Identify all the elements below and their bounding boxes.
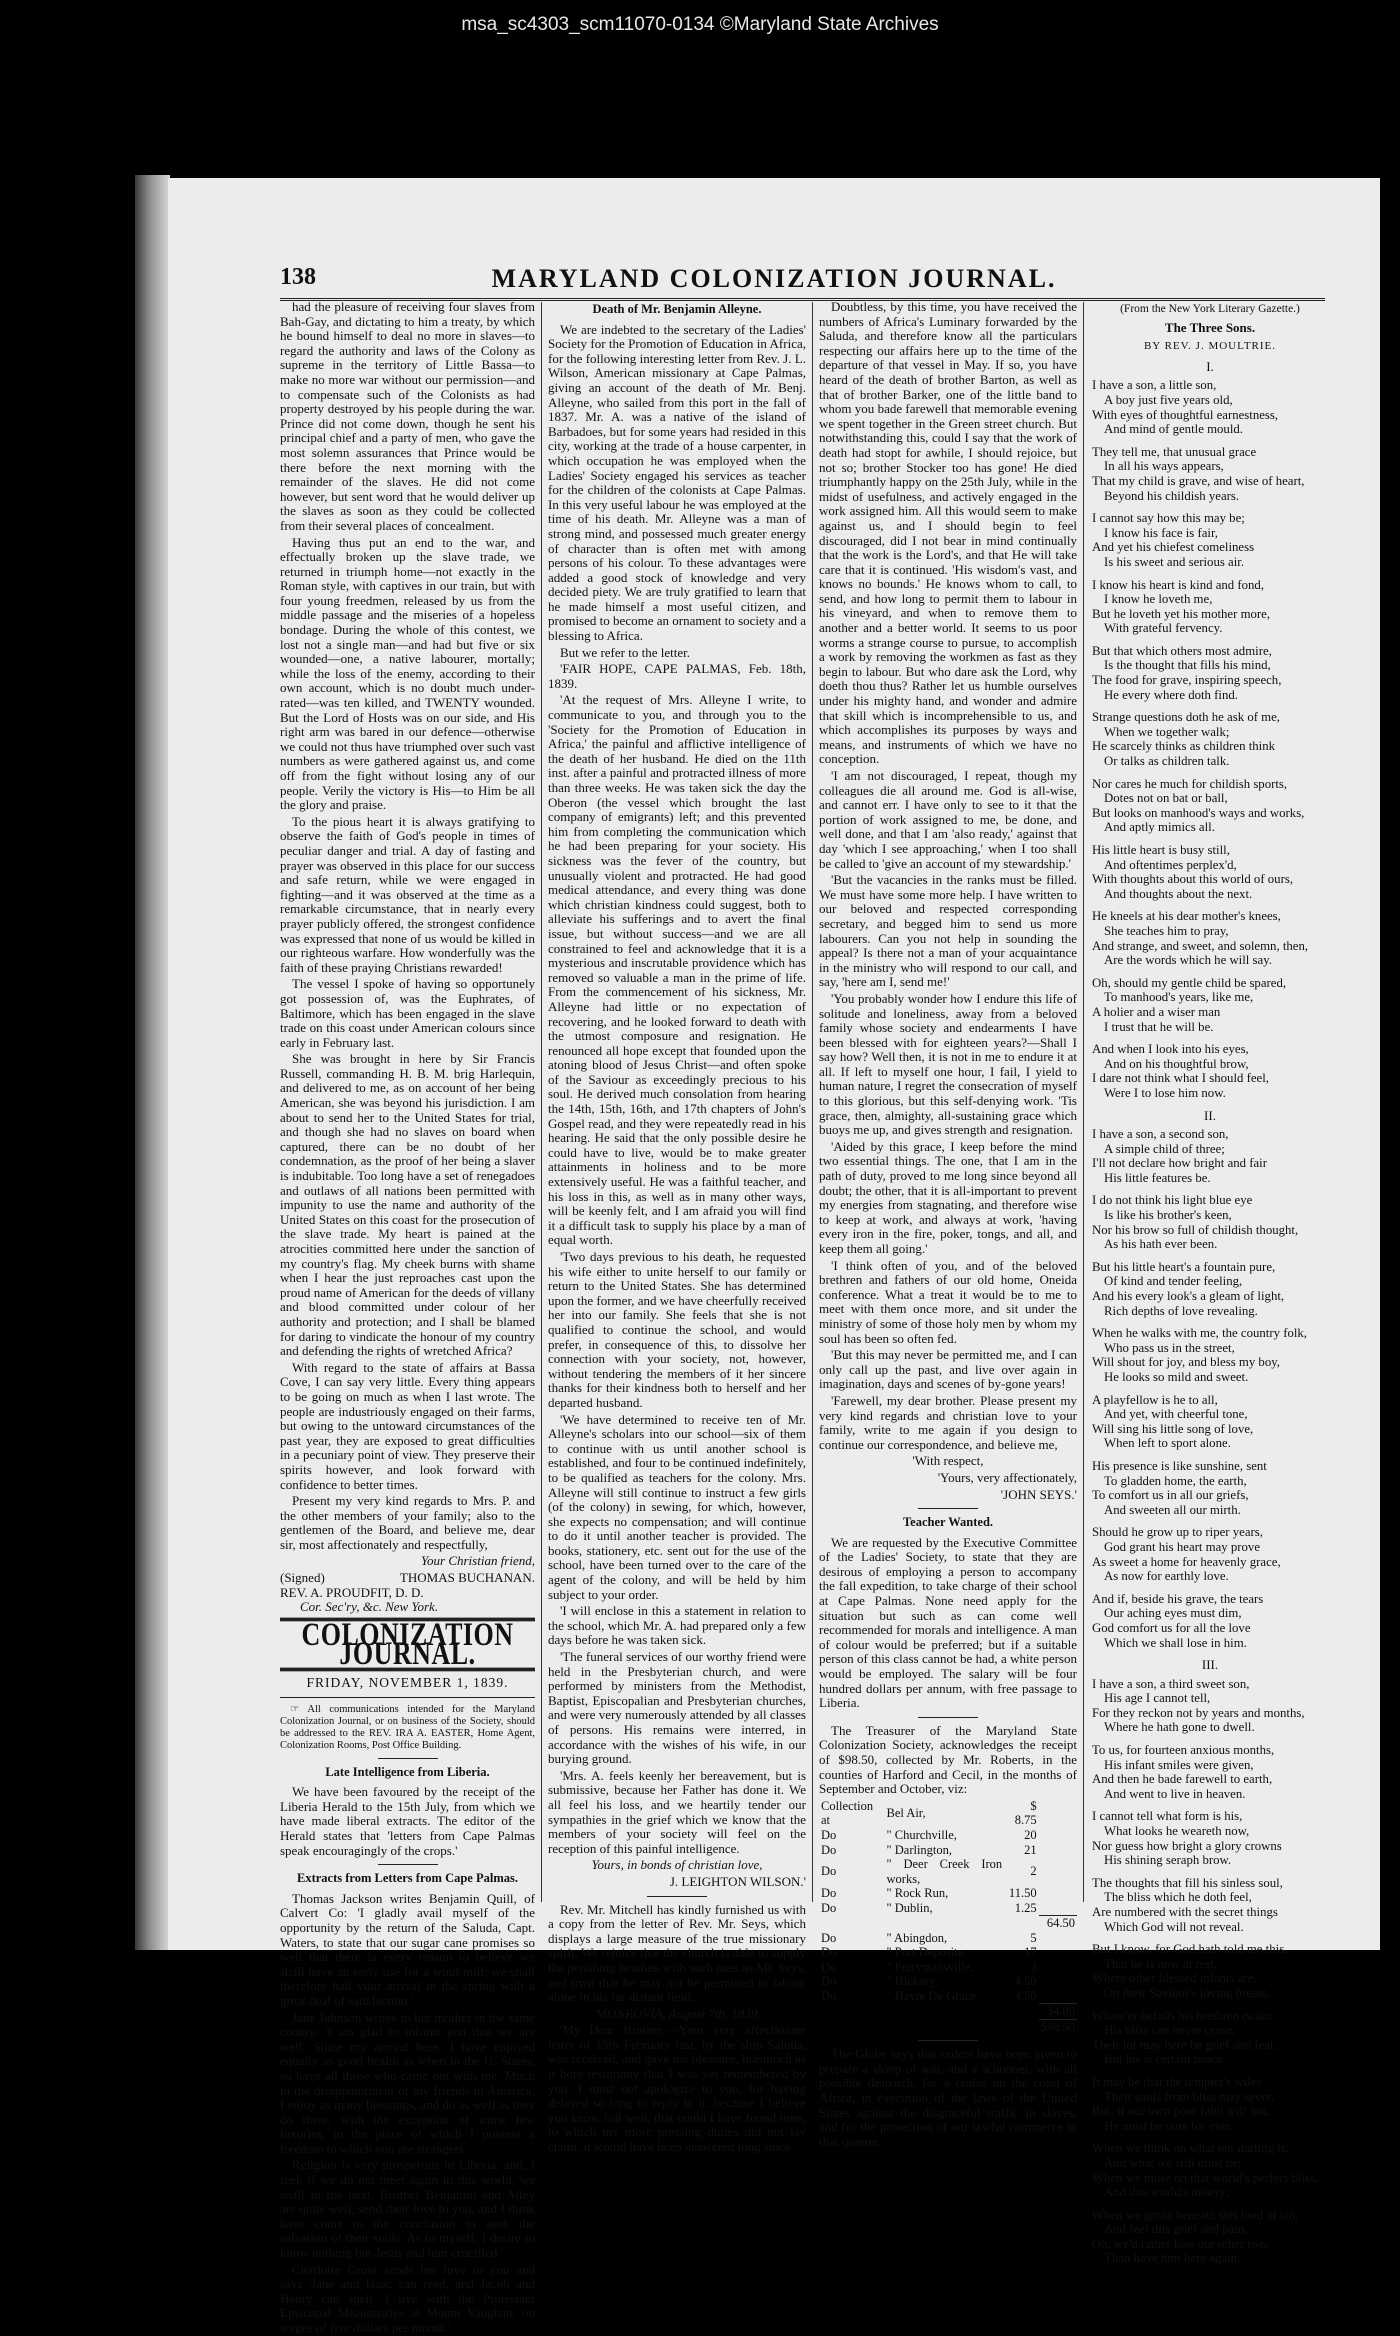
poem-line: Than have him here again. (1104, 2251, 1241, 2266)
poem-line: He looks so mild and sweet. (1104, 1370, 1249, 1384)
signed-label: (Signed) (280, 1570, 325, 1586)
paragraph: 'Two days previous to his death, he requested his wife either to unite herself to our family or return to the United States. She has determined upon the former, and we have cheerfully received her into our family. She feels that she is not qualified to continue the school, and would prefer, in consequence of this, to dissolve her connection with your society, not, however, without tendering the members of it her sincere thanks for their kindness both to herself and her departed husband. (548, 1249, 806, 1410)
collection-prefix: Do (821, 1930, 837, 1945)
poem-line: I'll not declare how bright and fair (1092, 1156, 1268, 1171)
globe-text: The Globe says that orders have been given to prepare a sloop of war, and a schooner, with all possible despatch, for a cruise on the coast of Africa, in execution of the laws of the United States against the disgraceful traffic in slaves, and for the protection of our lawful commerce in that quarter. (819, 2046, 1077, 2149)
extracts-heading: Extracts from Letters from Cape Palmas. (296, 1871, 518, 1886)
collection-subtotal: 34.00 (1039, 2004, 1077, 2020)
poem-line: But his little heart's a fountain pure, (1092, 1259, 1276, 1274)
col1-addressee-title: Cor. Sec'ry, &c. New York. (300, 1599, 439, 1615)
poem-line: Whate'er befalls his brethren twain, (1092, 2008, 1274, 2023)
collection-row (819, 2019, 1077, 2034)
poem-body (1090, 360, 1330, 2266)
poem-line: As sweet a home for heavenly grace, (1092, 1554, 1281, 1569)
collection-subtotal (1039, 1828, 1077, 1843)
divider (378, 1864, 438, 1865)
collection-place: " Abingdon, (886, 1930, 948, 1945)
poem-line: When we muse on that world's perfect bliss, (1092, 2170, 1319, 2185)
poem-line: Beyond his childish years. (1104, 488, 1240, 503)
collection-place: " Havre De Grace, (886, 1989, 980, 2003)
collection-amount: 5 (1030, 1930, 1037, 1945)
poem-line: To manhood's years, like me, (1104, 990, 1254, 1005)
poem-line: Rich depths of love revealing. (1104, 1303, 1258, 1318)
collection-amount (1004, 2019, 1038, 2034)
poem-stanza (1090, 578, 1330, 636)
poem-line: In all his ways appears, (1104, 459, 1224, 474)
poem-stanza (1090, 2208, 1330, 2266)
communications-notice: ☞ All communications intended for the Maryland Colonization Journal, or on business of the Society, should be addressed to the REV. IRA A. EASTER, Home Agent, Colonization Rooms, Post Office Building. (280, 1703, 535, 1751)
collection-place: " Deer Creek Iron works, (886, 1857, 1003, 1886)
paragraph: She was brought in here by Sir Francis Russell, commanding H. B. M. brig Harlequin, and delivered to me, as on account of her being American, she was beyond his jurisdiction. I am about to send her to the United States for trial, and though she had no slaves on board when captured, there can be no doubt of her condemnation, as the proof of her being a slaver is indubitable. Too long have a set of renegadoes and outlaws of all nations been permitted with impunity to use the name and authority of the United States on this coast for the prosecution of the slave trade. My heart is pained at the atrocities committed here under the sanction of my country's flag. My cheek burns with shame when I hear the just reproaches cast upon the proud name of American for the deeds of villany and blood committed under colour of her authority and protection; and I shall be blamed for daring to vindicate the honour of my country and defending the rights of wretched Africa? (280, 1051, 535, 1359)
poem-line: But I know, for God hath told me this, (1092, 1942, 1288, 1957)
paragraph: Doubtless, by this time, you have received the numbers of Africa's Luminary forwarded by the Saluda, and therefore know all the particulars respecting our affairs here up to the time of the departure of that vessel in May. If so, you have heard of the death of brother Barton, as well as that of brother Barker, one of the little band to whom you bade farewell that memorable evening we spent together in the Green street church. But notwithstanding this, could I say that the work of death had stopt for awhile, I should rejoice, but not so; brother Stocker too has gone! He died triumphantly happy on the 25th July, while in the midst of usefulness, and actively engaged in the work assigned him. All this would seem to make against us, and I should begin to feel discouraged, did I not bear in mind continually that the work is the Lord's, and that He will take care that it is continued. 'His wisdom's vast, and knows no bounds.' He knows whom to call, to send, and how long to permit them to labour in his vineyard, and when to remove them to another and a better world. It seems to us poor worms a strange course to pursue, to accomplish a work by removing the workmen as fast as they begin to labour. But who dare ask the Lord, why doeth thou thus? Rather let us humble ourselves under his mighty hand, and wonder and admire that skill which is incomprehensible to us, and which accomplishes its purposes by ways and means, and instruments of which we have no conception. (819, 299, 1077, 767)
poem-line: I cannot say how this may be; (1092, 511, 1245, 526)
poem-line: With eyes of thoughtful earnestness, (1092, 407, 1279, 422)
poem-stanza (1090, 1677, 1330, 1735)
collection-amount (1004, 2004, 1038, 2020)
collection-prefix: Do (821, 1864, 837, 1879)
dateline-rule (280, 1697, 535, 1698)
poem-stanza (1090, 2075, 1330, 2133)
poem-stanza (1090, 1127, 1330, 1185)
poem-line: I trust that he will be. (1104, 1019, 1214, 1034)
poem-line: I know his heart is kind and fond, (1092, 577, 1265, 592)
poem-line: When we together walk; (1104, 724, 1230, 739)
poem-stanza (1090, 710, 1330, 768)
poem-line: God grant his heart may prove (1104, 1539, 1261, 1554)
collection-row (819, 1901, 1077, 1916)
poem-line: When we think on what our darling is, (1092, 2141, 1289, 2156)
collection-prefix: Do (821, 1945, 837, 1960)
poem-stanza (1090, 1260, 1330, 1318)
poem-line: The food for grave, inspiring speech, (1092, 673, 1282, 688)
paragraph: Jane Johnson writes to her mother in the same county: 'I am glad to inform you that we are well. Since my arrival here, I have enjoyed equally as good health as when in the U. States, so have all those who came out with me. Much to the disappointment of my friends in America, I enjoy as many blessings, and do as well as they do there, with the exception of some few luxuries, in the place of which I possess a freedom to which you are strangers. (280, 2009, 535, 2156)
collection-prefix: Do (821, 1959, 837, 1974)
poem-stanza (1090, 777, 1330, 835)
collection-row (819, 1916, 1077, 1931)
paragraph: 'I will enclose in this a statement in relation to the school, which Mr. A. had prepared only a few days before he was taken sick. (548, 1603, 806, 1648)
collection-subtotal (1039, 1945, 1077, 1960)
poem-line: Our aching eyes must dim, (1104, 1606, 1242, 1621)
poem-line: Of kind and tender feeling, (1104, 1274, 1243, 1289)
poem-stanza (1090, 378, 1330, 436)
paragraph: 'I think often of you, and of the beloved brethren and fathers of our old home, Oneida conference. What a treat it would be to me to meet with them once more, and sit under the ministry of some of those holy men by whom my soul has been so often fed. (819, 1257, 1077, 1346)
extracts-paragraphs (280, 1892, 535, 2336)
poem-line: Where other blessed infants are, (1092, 1971, 1257, 1986)
paragraph: 'I am not discouraged, I repeat, though my colleagues die all around me. God is all-wise, and cannot err. I have only to see to it that the portion of work assigned to me, be done, and well done, and that I am 'also ready,' against that day 'which I see approaching,' when I too shall be called to 'give an account of my stewardship.' (819, 768, 1077, 871)
poem-stanza (1090, 1326, 1330, 1384)
poem-stanza (1090, 445, 1330, 503)
collection-subtotal: $98.50 (1039, 2019, 1077, 2034)
collection-amount: 4.50 (1014, 1989, 1037, 2003)
seys-letter-start: 'My Dear Brother,—Your very affectionate letter of 15th February last, by the ship Saluda, was received, and gave me pleasure, inasmuch as it bore testimony that I was yet remembered by you. I must not apologize to you, for having delayed so long to reply to it, because I believe you know full well, that could I have found time, to which my more pressing duties did not lay claim, it would have been answered long since. (548, 2022, 806, 2155)
poem-line: That he is now at rest, (1104, 1956, 1218, 1971)
poem-part-numeral: III. (1201, 1657, 1219, 1673)
poem-line: I dare not think what I should feel, (1092, 1071, 1269, 1086)
poem-line: He must be ours for ever. (1104, 2118, 1234, 2133)
poem-line: And yet his chiefest comeliness (1092, 540, 1255, 555)
collection-subtotal (1039, 1989, 1077, 2004)
collection-row (819, 1960, 1077, 1975)
poem-line: Is like his brother's keen, (1104, 1208, 1232, 1223)
collection-amount: 2 (1030, 1864, 1037, 1879)
collection-subtotal (1039, 1960, 1077, 1975)
poem-line: And on his thoughtful brow, (1104, 1056, 1249, 1071)
poem-line: Were I to lose him now. (1104, 1085, 1226, 1100)
collection-subtotal (1039, 1857, 1077, 1886)
poem-line: I know his face is fair, (1104, 525, 1218, 540)
paragraph: 'You probably wonder how I endure this life of solitude and loneliness, away from a beloved family whose society and endearments I have been blessed with for eighteen years?—Shall I say how? Well then, it is not in me to endure it at all. If left to myself one hour, I fail, I yield to human nature, I regret the consecration of myself to this glorious, but this self-denying work. 'Tis grace, then, almighty, all-sustaining grace which buoys me up, and gives strength and resignation. (819, 990, 1077, 1138)
poem-line: They tell me, that unusual grace (1092, 444, 1257, 459)
poem-line: His infant smiles were given, (1104, 1757, 1254, 1772)
poem-line: And thoughts about the next. (1104, 886, 1253, 901)
poem-line: His age I cannot tell, (1104, 1691, 1211, 1706)
collection-row (819, 1945, 1077, 1960)
collection-row (819, 2004, 1077, 2020)
col2-closing: Yours, in bonds of christian love, (591, 1857, 763, 1873)
poem-line: And mind of gentle mould. (1104, 422, 1243, 437)
poem-line: He every where doth find. (1104, 687, 1238, 702)
poem-line: He kneels at his dear mother's knees, (1092, 909, 1281, 924)
poem-line: What looks he weareth now, (1104, 1824, 1250, 1839)
collection-prefix (819, 2004, 885, 2020)
poem-line: And sweeten all our mirth. (1104, 1502, 1241, 1517)
poem-line: Are numbered with the secret things (1092, 1905, 1278, 1919)
poem-line: A simple child of three; (1104, 1141, 1225, 1156)
alleyne-heading: Death of Mr. Benjamin Alleyne. (592, 302, 762, 316)
treasurer-text: The Treasurer of the Maryland State Colonization Society, acknowledges the receipt of $98.50, collected by Mr. Roberts, in the counties of Harford and Cecil, in the months of September and October, viz: (819, 1722, 1077, 1797)
poem-line: With thoughts about this world of ours, (1092, 872, 1294, 887)
poem-line: He scarcely thinks as children think (1092, 739, 1276, 754)
collection-place (885, 2004, 1005, 2020)
poem-line: But, if our own poor faith will not, (1092, 2104, 1270, 2119)
collection-amount: 21 (1024, 1842, 1037, 1857)
collection-prefix: Do (821, 1886, 837, 1901)
poem-line: I have a son, a third sweet son, (1092, 1676, 1250, 1691)
column-3 (819, 299, 1077, 2149)
paragraph: 'FAIR HOPE, CAPE PALMAS, Feb. 18th, 1839. (548, 661, 806, 691)
poem-line: His presence is like sunshine, sent (1092, 1458, 1267, 1473)
col2-paragraphs (548, 323, 806, 1857)
collection-place: " Churchville, (886, 1827, 957, 1842)
poem-line: And if, beside his grave, the tears (1092, 1591, 1264, 1606)
paragraph: We are indebted to the secretary of the Ladies' Society for the Promotion of Education in Africa, for the following interesting letter from Rev. J. L. Wilson, American missionary at Cape Palmas, giving an account of the death of Mr. Benj. Alleyne, who sailed from this port in the fall of 1837. Mr. A. was a native of the island of Barbadoes, but for some years had resided in this city, working at the trade of a house carpenter, in which occupation he was employed when the Ladies' Society engaged his services as teacher for the children of the colonists at Cape Palmas. In this very useful labour he was employed at the time of his death. Mr. Alleyne was a man of strong mind, and possessed much greater energy of character than is often met with among persons of his colour. To these advantages were added a good stock of knowledge and very decided piety. We are truly gratified to learn that he made himself a most useful citizen, and promised to become an ornament to society and a blessing to Africa. (548, 321, 806, 644)
paragraph: Present my very kind regards to Mrs. P. and the other members of your family; also to the gentlemen of the Board, and believe me, dear sir, most affectionately and respectfully, (280, 1493, 535, 1552)
poem-line: Strange questions doth he ask of me, (1092, 710, 1281, 725)
collection-amount: $ 8.75 (1014, 1798, 1037, 1828)
poem-line: Who pass us in the street, (1104, 1340, 1235, 1355)
journal-page (168, 178, 1380, 2335)
paragraph: With regard to the state of affairs at Bassa Cove, I can say very little. Every thing appears to be going on much as when I last wrote. The people are industriously engaged on their farms, but owing to the untoward circumstances of the past year, they are exposed to great difficulties in a pecuniary point of view. They preserve their spirits however, and look forward with confidence to better times. (280, 1359, 535, 1492)
poem-stanza (1090, 909, 1330, 967)
collection-row (819, 1931, 1077, 1946)
collection-place: " Darlington, (886, 1842, 953, 1857)
poem-line: Oh, we'd rather lose our other two, (1092, 2236, 1270, 2251)
late-intelligence-heading: Late Intelligence from Liberia. (325, 1764, 490, 1779)
teacher-wanted-heading: Teacher Wanted. (902, 1515, 994, 1530)
collection-row (819, 1857, 1077, 1886)
poem-line: I know he loveth me, (1104, 592, 1213, 607)
poem-line: To gladden home, the earth, (1104, 1473, 1247, 1488)
poem-line: That my child is grave, and wise of heart, (1092, 473, 1305, 488)
poem-line: And what we still must be; (1104, 2155, 1242, 2170)
collections-table (819, 1799, 1077, 2035)
poem-part-numeral: I. (1206, 358, 1214, 374)
poem-line: Are the words which he will say. (1104, 953, 1272, 968)
collection-place: " Port Deposite, (886, 1945, 967, 1960)
collection-subtotal (1039, 1843, 1077, 1858)
poem-line: A playfellow is he to all, (1092, 1392, 1218, 1407)
column-2 (548, 300, 806, 2155)
poem-line: Dotes not on bat or ball, (1104, 791, 1228, 806)
collection-prefix: Do (821, 1974, 837, 1989)
poem-line: His little features be. (1104, 1170, 1211, 1185)
poem-line: His shining seraph brow. (1104, 1853, 1232, 1868)
journal-title: MARYLAND COLONIZATION JOURNAL. (491, 264, 1057, 293)
col1-paragraphs (280, 300, 535, 1552)
paragraph: Having thus put an end to the war, and effectually broken up the slave trade, we returned in triumph home—not exactly in the Roman style, with captives in our train, but with four young freedmen, released by us from the middle passage and the miseries of a hopeless bondage. During the whole of this contest, we lost not a single man—and had but five or six wounded—one, a native labourer, mortally; while the loss of the enemy, according to their own account, which is no doubt much under-rated—was ten killed, and TWENTY wounded. But the Lord of Hosts was on our side, and His right arm was bared in our defence—otherwise we could not thus have triumphed over such vast numbers as were gathered against us, and come off from the fight without losing any of our people. Verily the victory is His—to Him be all the glory and praise. (280, 534, 535, 813)
poem-source: (From the New York Literary Gazette.) (1120, 303, 1300, 315)
paragraph: 'Aided by this grace, I keep before the mind two essential things. The one, that I am in the path of duty, proved to me long since beyond all doubt; the other, that it is all-important to prevent my energies from stagnating, and therefore wise to keep at work, and always at work, 'having every iron in the fire, poker, tongs, and all, and keep them all going.' (819, 1138, 1077, 1256)
poem-line: I do not think his light blue eye (1092, 1193, 1253, 1208)
poem-line: Nor guess how bright a glory crowns (1092, 1838, 1282, 1853)
column-1 (280, 299, 535, 2335)
poem-line: And strange, and sweet, and solemn, then, (1092, 938, 1309, 953)
poem-line: But that which others most admire, (1092, 643, 1272, 658)
poem-line: But his is certain peace. (1104, 2052, 1226, 2067)
late-intelligence-text: We have been favoured by the receipt of the Liberia Herald to the 15th July, from which we have made liberal extracts. The editor of the Herald states that 'letters from Cape Palmas speak encouragingly of the crops.' (280, 1784, 535, 1858)
poem-line: The bliss which he doth feel, (1104, 1890, 1252, 1905)
collection-subtotal (1039, 1799, 1077, 1828)
poem-stanza (1090, 2009, 1330, 2067)
poem-stanza (1090, 1459, 1330, 1517)
divider (647, 1896, 707, 1897)
poem-author: BY REV. J. MOULTRIE. (1143, 340, 1277, 353)
collection-prefix: Do (821, 1842, 837, 1857)
poem-line: His little heart is busy still, (1092, 843, 1230, 857)
collection-amount: 1.25 (1014, 1900, 1037, 1915)
collection-subtotal: 64.50 (1039, 1916, 1077, 1931)
poem-stanza (1090, 2141, 1330, 2199)
col1-addressee: REV. A. PROUDFIT, D. D. (280, 1584, 424, 1600)
poem-line: A boy just five years old, (1104, 392, 1233, 407)
collection-place: " Rock Run, (886, 1886, 949, 1901)
poem-line: Will sing his little song of love, (1092, 1421, 1254, 1436)
poem-stanza (1090, 1592, 1330, 1650)
teacher-wanted-text: We are requested by the Executive Committee of the Ladies' Society, to state that they are desirous of employing a person to accompany the fall expedition, to take charge of their school at Cape Palmas. None need apply for the situation but such as can come well recommended for morals and intelligence. A man of colour would be preferred; but if a suitable person of this class cannot be had, a white person would be employed. The salary will be four hundred dollars per annum, with free passage to Liberia. (819, 1534, 1077, 1711)
paragraph: 'At the request of Mrs. Alleyne I write, to communicate to you, and through you to the 'Society for the Promotion of Education in Africa,' the painful and afflictive intelligence of the death of her husband. He died on the 11th inst. after a painful and protracted illness of more than three weeks. He was taken sick the day the Oberon (the vessel which brought the last company of emigrants) left; and this prevented him from completing the communication which he had been preparing for your society. His sickness was the fever of the country, but unusually violent and protracted. He had good medical attendance, and every thing was done which christian kindness could suggest, both to alleviate his sufferings and to avert the final issue, but without success—and we are all constrained to feel and acknowledge that it is a mysterious and inscrutable providence which has removed so valuable a man in the prime of life. From the commencement of his sickness, Mr. Alleyne had little or no expectation of recovering, and he looked forward to death with the utmost composure and resignation. He renounced all hope except that founded upon the atoning blood of Jesus Christ—and often spoke of the Saviour as exceedingly precious to his soul. He derived much consolation from hearing the 14th, 15th, 16th, and 17th chapters of John's Gospel read, and they were repeatedly read in his hearing. He said that the only possible desire he could have to live, would be to make greater attainments in holiness and to be more extensively useful. He was a faithful teacher, and his loss in this, as well as in many other ways, will be keenly felt, and I am afraid you will find it a difficult task to supply his place by a man of equal worth. (548, 692, 806, 1248)
column-rule (541, 302, 542, 1902)
collection-subtotal (1039, 1901, 1077, 1916)
poem-line: It may be that the tempter's wiles (1092, 2074, 1262, 2089)
collection-prefix (819, 2019, 885, 2034)
poem-stanza (1090, 1393, 1330, 1451)
col3-signer: 'JOHN SEYS.' (1000, 1486, 1077, 1502)
poem-stanza (1090, 1876, 1330, 1934)
poem-line: A holier and a wiser man (1092, 1004, 1221, 1019)
poem-line: Should he grow up to riper years, (1092, 1525, 1263, 1540)
poem-line: And aptly mimics all. (1104, 820, 1215, 835)
poem-line: She teaches him to pray, (1104, 923, 1229, 938)
paragraph: had the pleasure of receiving four slaves from Bah-Gay, and dictating to him a treaty, by which he bound himself to deal no more in slaves—to regard the authority and laws of the Colony as supreme in the territory of Little Bassa—to make no more war without our permission—and to compensate such of the Colonists as had property destroyed by his people during the war. Prince did not come down, though he sent his principal chief and a party of men, who gave the most solemn assurances that Prince would be there before the next morning with the remainder of the slaves. He did not come however, but sent word that he would deliver up the slaves as soon as they could be collected from their several places of concealment. (280, 299, 535, 533)
poem-line: But he loveth yet his mother more, (1092, 606, 1271, 621)
poem-stanza (1090, 644, 1330, 702)
col3-paragraphs (819, 300, 1077, 1452)
monrovia-dateline: 'MONROVIA, August 7th, 1839. (593, 2005, 761, 2021)
poem-line: Will shout for joy, and bless my boy, (1092, 1355, 1280, 1370)
poem-line: And this world's misery; (1104, 2185, 1230, 2200)
poem-line: And when I look into his eyes, (1092, 1042, 1249, 1057)
poem-line: And his every look's a gleam of light, (1092, 1289, 1285, 1304)
col3-closing-2: 'Yours, very affectionately, (937, 1469, 1077, 1485)
mitchell-paragraph: Rev. Mr. Mitchell has kindly furnished us with a copy from the letter of Rev. Mr. Seys, which displays a large measure of the true missionary spirit. We rejoice that the church is able to supply the perishing heathen with such men as Mr. Seys, and trust that he may not be permitted to labour alone in his far distant field. (548, 1901, 806, 2005)
poem-stanza (1090, 1525, 1330, 1583)
poem-stanza (1090, 1743, 1330, 1801)
poem-stanza (1090, 843, 1330, 901)
divider (378, 1758, 438, 1759)
paragraph: 'Farewell, my dear brother. Please present my very kind regards and christian love to your family, write to me again if you design to continue our correspondence, and believe me, (819, 1392, 1077, 1452)
paragraph: 'We have determined to receive ten of Mr. Alleyne's scholars into our school—six of them to continue with us until another school is established, and four to be continued indefinitely, to be qualified as teachers for the colony. Mrs. Alleyne will still continue to instruct a few girls (of the colony) in sewing, for which, however, she expects no compensation; and will continue to do it until another teacher is provided. The books, stationery, etc. sent out for the use of the school, have been turned over to the care of the agent of the colony, and will be held by him subject to your order. (548, 1411, 806, 1602)
poem-title: The Three Sons. (1164, 319, 1256, 335)
collection-subtotal (1039, 1974, 1077, 1989)
paragraph: 'But this may never be permitted me, and I can only call up the past, and live over again in imagination, days and scenes of by-gone years! (819, 1347, 1077, 1392)
poem-line: God comfort us for all the love (1092, 1620, 1251, 1635)
poem-line: Their souls from bliss may sever, (1104, 2089, 1275, 2104)
colonization-journal-banner: COLONIZATION JOURNAL. (280, 1617, 535, 1671)
poem-line: To us, for fourteen anxious months, (1092, 1743, 1275, 1758)
col2-signer: J. LEIGHTON WILSON.' (669, 1873, 806, 1889)
col3-closing-1: 'With respect, (912, 1453, 984, 1469)
collection-prefix: Do (821, 1989, 837, 2003)
poem-line: Their lot may here be grief and fear, (1092, 2037, 1277, 2052)
paragraph: But we refer to the letter. (560, 644, 690, 660)
collection-amount (1004, 1916, 1038, 1931)
paragraph: 'But the vacancies in the ranks must be filled. We must have some more help. I have written to our beloved and respected corresponding secretary, and begged him to send us more labourers. Can you not help in sounding the appeal? Is there not a man of your acquaintance in the ministry who will respond to our call, and say, 'here am I, send me!' (819, 872, 1077, 990)
poem-line: Oh, should my gentle child be spared, (1092, 975, 1287, 990)
column-rule (812, 302, 813, 1902)
col1-closing: Your Christian friend, (420, 1553, 535, 1569)
collection-subtotal (1039, 1886, 1077, 1901)
paragraph: The vessel I spoke of having so opportunely got possession of, was the Euphrates, of Baltimore, which has been engaged in the slave trade on this coast under American colours since early in February last. (280, 976, 535, 1050)
collection-row (819, 1989, 1077, 2004)
poem-stanza (1090, 1942, 1330, 2000)
poem-line: Which we shall lose in him. (1104, 1635, 1247, 1650)
poem-line: I cannot tell what form is his, (1092, 1809, 1243, 1824)
page-number: 138 (280, 264, 316, 290)
collection-row (819, 1828, 1077, 1843)
poem-line: As his hath ever been. (1104, 1237, 1218, 1252)
poem-line: I have a son, a little son, (1092, 378, 1217, 393)
book-binding-edge (135, 175, 170, 1950)
collection-row (819, 1843, 1077, 1858)
poem-stanza (1090, 1042, 1330, 1100)
paragraph: Thomas Jackson writes Benjamin Quill, of Calvert Co: 'I gladly avail myself of the opportunity by the return of the Saluda, Capt. Waters, to state that our sugar cane promises so well that there is every reason to believe we shall have an early use for a wind-mill; we shall therefore hail your arrival in the spring with a great deal of satisfaction.' (280, 1890, 535, 2008)
poem-line: And yet, with cheerful tone, (1104, 1407, 1248, 1422)
collection-prefix (819, 1916, 885, 1931)
poem-line: Nor his brow so full of childish thought, (1092, 1222, 1299, 1237)
poem-line: As now for earthly love. (1104, 1569, 1229, 1584)
collection-prefix: Do (821, 1827, 837, 1842)
divider (918, 1508, 978, 1509)
issue-dateline: FRIDAY, NOVEMBER 1, 1839. (306, 1675, 509, 1691)
collection-subtotal (1039, 1931, 1077, 1946)
archive-watermark: msa_sc4303_scm11070-0134 ©Maryland State Archives (461, 14, 939, 35)
collection-place: " Dublin, (886, 1900, 933, 1915)
poem-line: Where he hath gone to dwell. (1104, 1720, 1255, 1735)
poem-line: When left to sport alone. (1104, 1436, 1231, 1451)
collection-place: " Perrymansville, (886, 1959, 974, 1974)
poem-line: Nor cares he much for childish sports, (1092, 776, 1288, 791)
collection-amount: 4.50 (1014, 1974, 1037, 1989)
paragraph: To the pious heart it is always gratifying to observe the faith of God's people in times of peculiar danger and trial. A day of fasting and prayer was observed in this place for our success and safe return, while we were engaged in fighting—and it was observed at the time as a remarkable circumstance, that in nearly every prayer publicly offered, the strongest confidence was expressed that none of us would be killed in our righteous warfare. How wonderfully was the faith of these praying Christians rewarded! (280, 813, 535, 975)
collection-amount: 11.50 (1008, 1886, 1037, 1901)
poem-line: Is his sweet and serious air. (1104, 554, 1245, 569)
poem-line: For they reckon not by years and months, (1092, 1705, 1305, 1720)
divider (918, 2040, 978, 2041)
paragraph: 'The funeral services of our worthy friend were held in the Presbyterian church, and were performed by ministers from the Methodist, Baptist, Episcopalian and Presbyterian churches, and were very numerously attended by all classes of persons. His remains were interred, in accordance with the wishes of his wife, in our burying ground. (548, 1649, 806, 1767)
poem-stanza (1090, 1193, 1330, 1251)
poem-part-numeral: II. (1204, 1107, 1216, 1123)
column-4 (1090, 300, 1330, 2266)
collection-prefix: Collection at (821, 1798, 874, 1828)
poem-line: Which God will not reveal. (1104, 1919, 1244, 1934)
poem-line: The thoughts that fill his sinless soul, (1092, 1875, 1283, 1890)
poem-stanza (1090, 976, 1330, 1034)
collection-place: " Hickory, (886, 1974, 939, 1989)
poem-line: When we groan beneath this load of sin, (1092, 2207, 1299, 2222)
poem-stanza (1090, 1809, 1330, 1867)
column-rule (1083, 302, 1084, 1902)
paragraph: Religion is very prosperous in Liberia, and, I feel, if we do not meet again in this world, we shall in the next. Brother Benjamin and Alley are quite well; send their love to you, and I think have come to the conclusion to seek the salvation of their souls. As to myself, I desire to know nothing but Jesus and him crucified.' (280, 2157, 535, 2261)
collection-amount: 3 (1030, 1959, 1037, 1974)
poem-line: Or talks as children talk. (1104, 754, 1230, 769)
paragraph: 'Mrs. A. feels keenly her bereavement, but is submissive, because her Father has done it. We all feel his loss, and we heartily tender our sympathies in the grief which we know that the members of your society will feel on the reception of this painful intelligence. (548, 1767, 806, 1856)
poem-line: I have a son, a second son, (1092, 1127, 1229, 1142)
poem-line: And oftentimes perplex'd, (1104, 857, 1237, 872)
poem-line: But looks on manhood's ways and works, (1092, 805, 1305, 820)
collection-place (885, 2019, 1005, 2034)
poem-line: On their Saviour's loving breast. (1104, 1985, 1270, 2000)
poem-line: Is the thought that fills his mind, (1104, 658, 1271, 673)
collection-amount: 17 (1024, 1945, 1037, 1960)
poem-line: And went to live in heaven. (1104, 1786, 1246, 1801)
collection-row (819, 1886, 1077, 1901)
paragraph: Charlotte Gross sends her love to you and says 'Jane and Isaac can read, and Jacob and Henry can spell. I live with the Protestant Episcopal Missionaries at Mount Vaughan, on wages of five dollars per month.' (280, 2261, 535, 2335)
collection-row (819, 1974, 1077, 1989)
poem-line: When he walks with me, the country folk, (1092, 1326, 1308, 1341)
divider (918, 1717, 978, 1718)
col1-signature-line (280, 1571, 535, 1586)
poem-line: With grateful fervency. (1104, 621, 1223, 636)
collection-row (819, 1799, 1077, 1828)
poem-line: His bliss can never cease; (1104, 2023, 1236, 2038)
col1-signer: THOMAS BUCHANAN. (399, 1570, 535, 1586)
poem-line: To comfort us in all our griefs, (1092, 1488, 1249, 1503)
poem-line: And feel this grief and pain, (1104, 2222, 1248, 2237)
collection-place (885, 1916, 1005, 1931)
collection-prefix: Do (821, 1900, 837, 1915)
collection-place: Bel Air, (886, 1806, 926, 1821)
poem-line: And then he bade farewell to earth, (1092, 1772, 1273, 1787)
collection-amount: 20 (1024, 1827, 1037, 1842)
poem-stanza (1090, 511, 1330, 569)
